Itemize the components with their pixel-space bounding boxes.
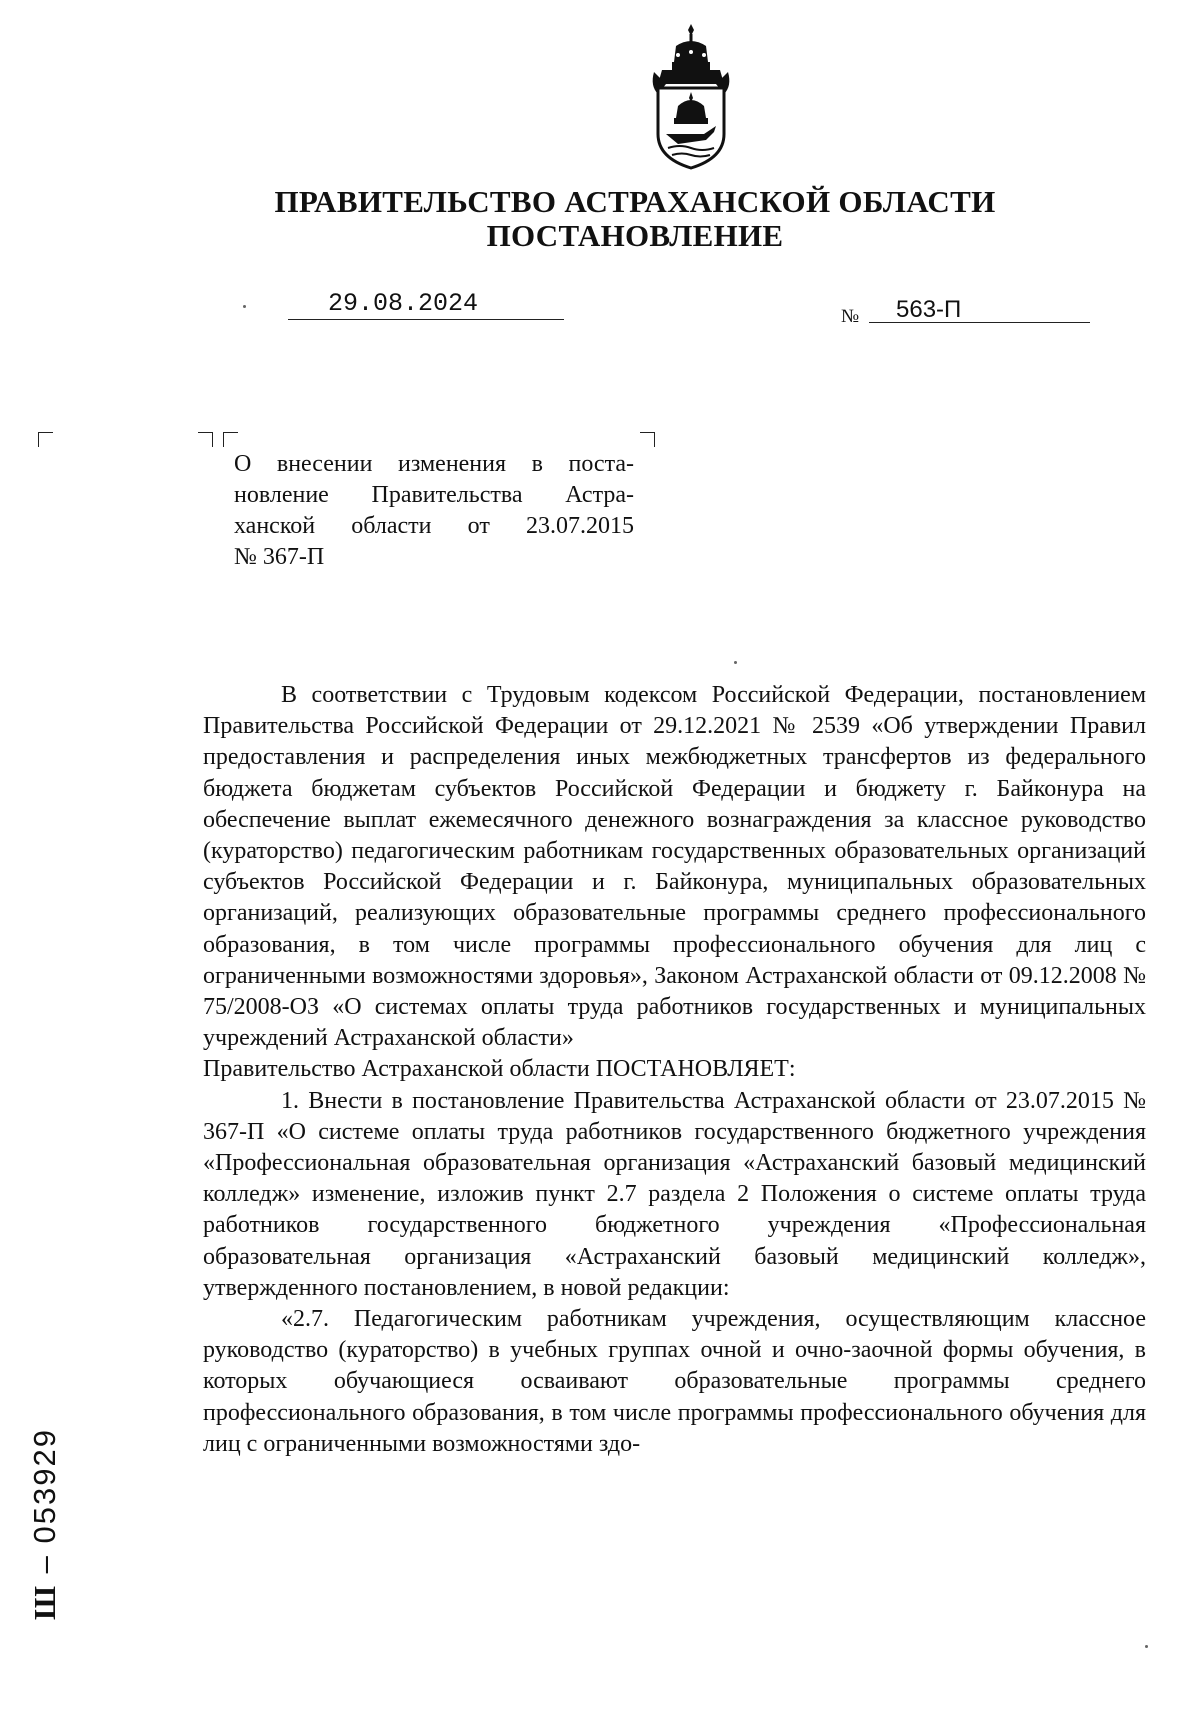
subject-bracket-left-outer (198, 432, 213, 447)
preamble-paragraph: В соответствии с Трудовым кодексом Российской Федерации, постановлением Правительства Российской Федерации от 29.12.2021 № 2539 «Об утверждении Правил предоставления и распределения иных межбюджетных трансфертов из федерального бюджета бюджетам субъектов Российской Федерации и бюджету г. Байконура на обеспечение выплат ежемесячного денежного вознаграждения за классное руководство (кураторство) педагогическим работникам государственных образовательных организаций субъектов Российской Федерации и г. Байконура, муниципальных образовательных организаций, реализующих образовательные программы среднего профессионального образования, в том числе программы профессионального обучения для лиц с ограниченными возможностями здоровья», Законом Астраханской области от 09.12.2008 № 75/2008-ОЗ «О системах оплаты труда работников государственных и муниципальных учреждений Астраханской области» (203, 682, 1146, 1052)
document-body (203, 680, 1146, 1460)
document-subject (234, 449, 634, 573)
coat-of-arms-emblem (648, 22, 734, 170)
subject-line: новление Правительства Астра- (234, 482, 634, 508)
subject-line: О внесении изменения в поста- (234, 451, 634, 477)
document-date: 29.08.2024 (328, 289, 479, 318)
margin-corner-mark (38, 432, 53, 447)
scan-speck (1145, 1645, 1148, 1648)
form-number: – 053929 (27, 1428, 62, 1574)
subject-bracket-right (640, 432, 655, 447)
government-title: ПРАВИТЕЛЬСТВО АСТРАХАНСКОЙ ОБЛАСТИ (274, 184, 996, 219)
form-series: Ш (27, 1583, 62, 1620)
subject-bracket-left (223, 432, 238, 447)
subject-line: № 367-П (234, 544, 325, 570)
item-2-7-paragraph: «2.7. Педагогическим работникам учреждения, осуществляющим классное руководство (кураторство) в учебных группах очной и очно-заочной формы обучения, в которых обучающиеся осваивают образовательные программы среднего профессионального образования, в том числе программы профессионального обучения для лиц с ограниченными возможностями здо- (203, 1306, 1146, 1457)
scan-speck (734, 661, 737, 664)
scan-speck (243, 305, 246, 308)
document-number: 563-П (896, 296, 962, 323)
resolves-paragraph: Правительство Астраханской области ПОСТАНОВЛЯЕТ: (203, 1056, 796, 1083)
item-1-paragraph: 1. Внести в постановление Правительства Астраханской области от 23.07.2015 № 367-П «О системе оплаты труда работников государственного бюджетного учреждения «Профессиональная образовательная организация «Астраханский базовый медицинский колледж» изменение, изложив пункт 2.7 раздела 2 Положения о системе оплаты труда работников государственного бюджетного учреждения «Профессиональная образовательная организация «Астраханский базовый медицинский колледж», утвержденного постановлением, в новой редакции: (203, 1087, 1146, 1301)
subject-line: ханской области от 23.07.2015 (234, 513, 634, 539)
number-sign: № (841, 306, 860, 327)
document-type: ПОСТАНОВЛЕНИЕ (486, 218, 784, 253)
form-serial-number (27, 1428, 63, 1620)
